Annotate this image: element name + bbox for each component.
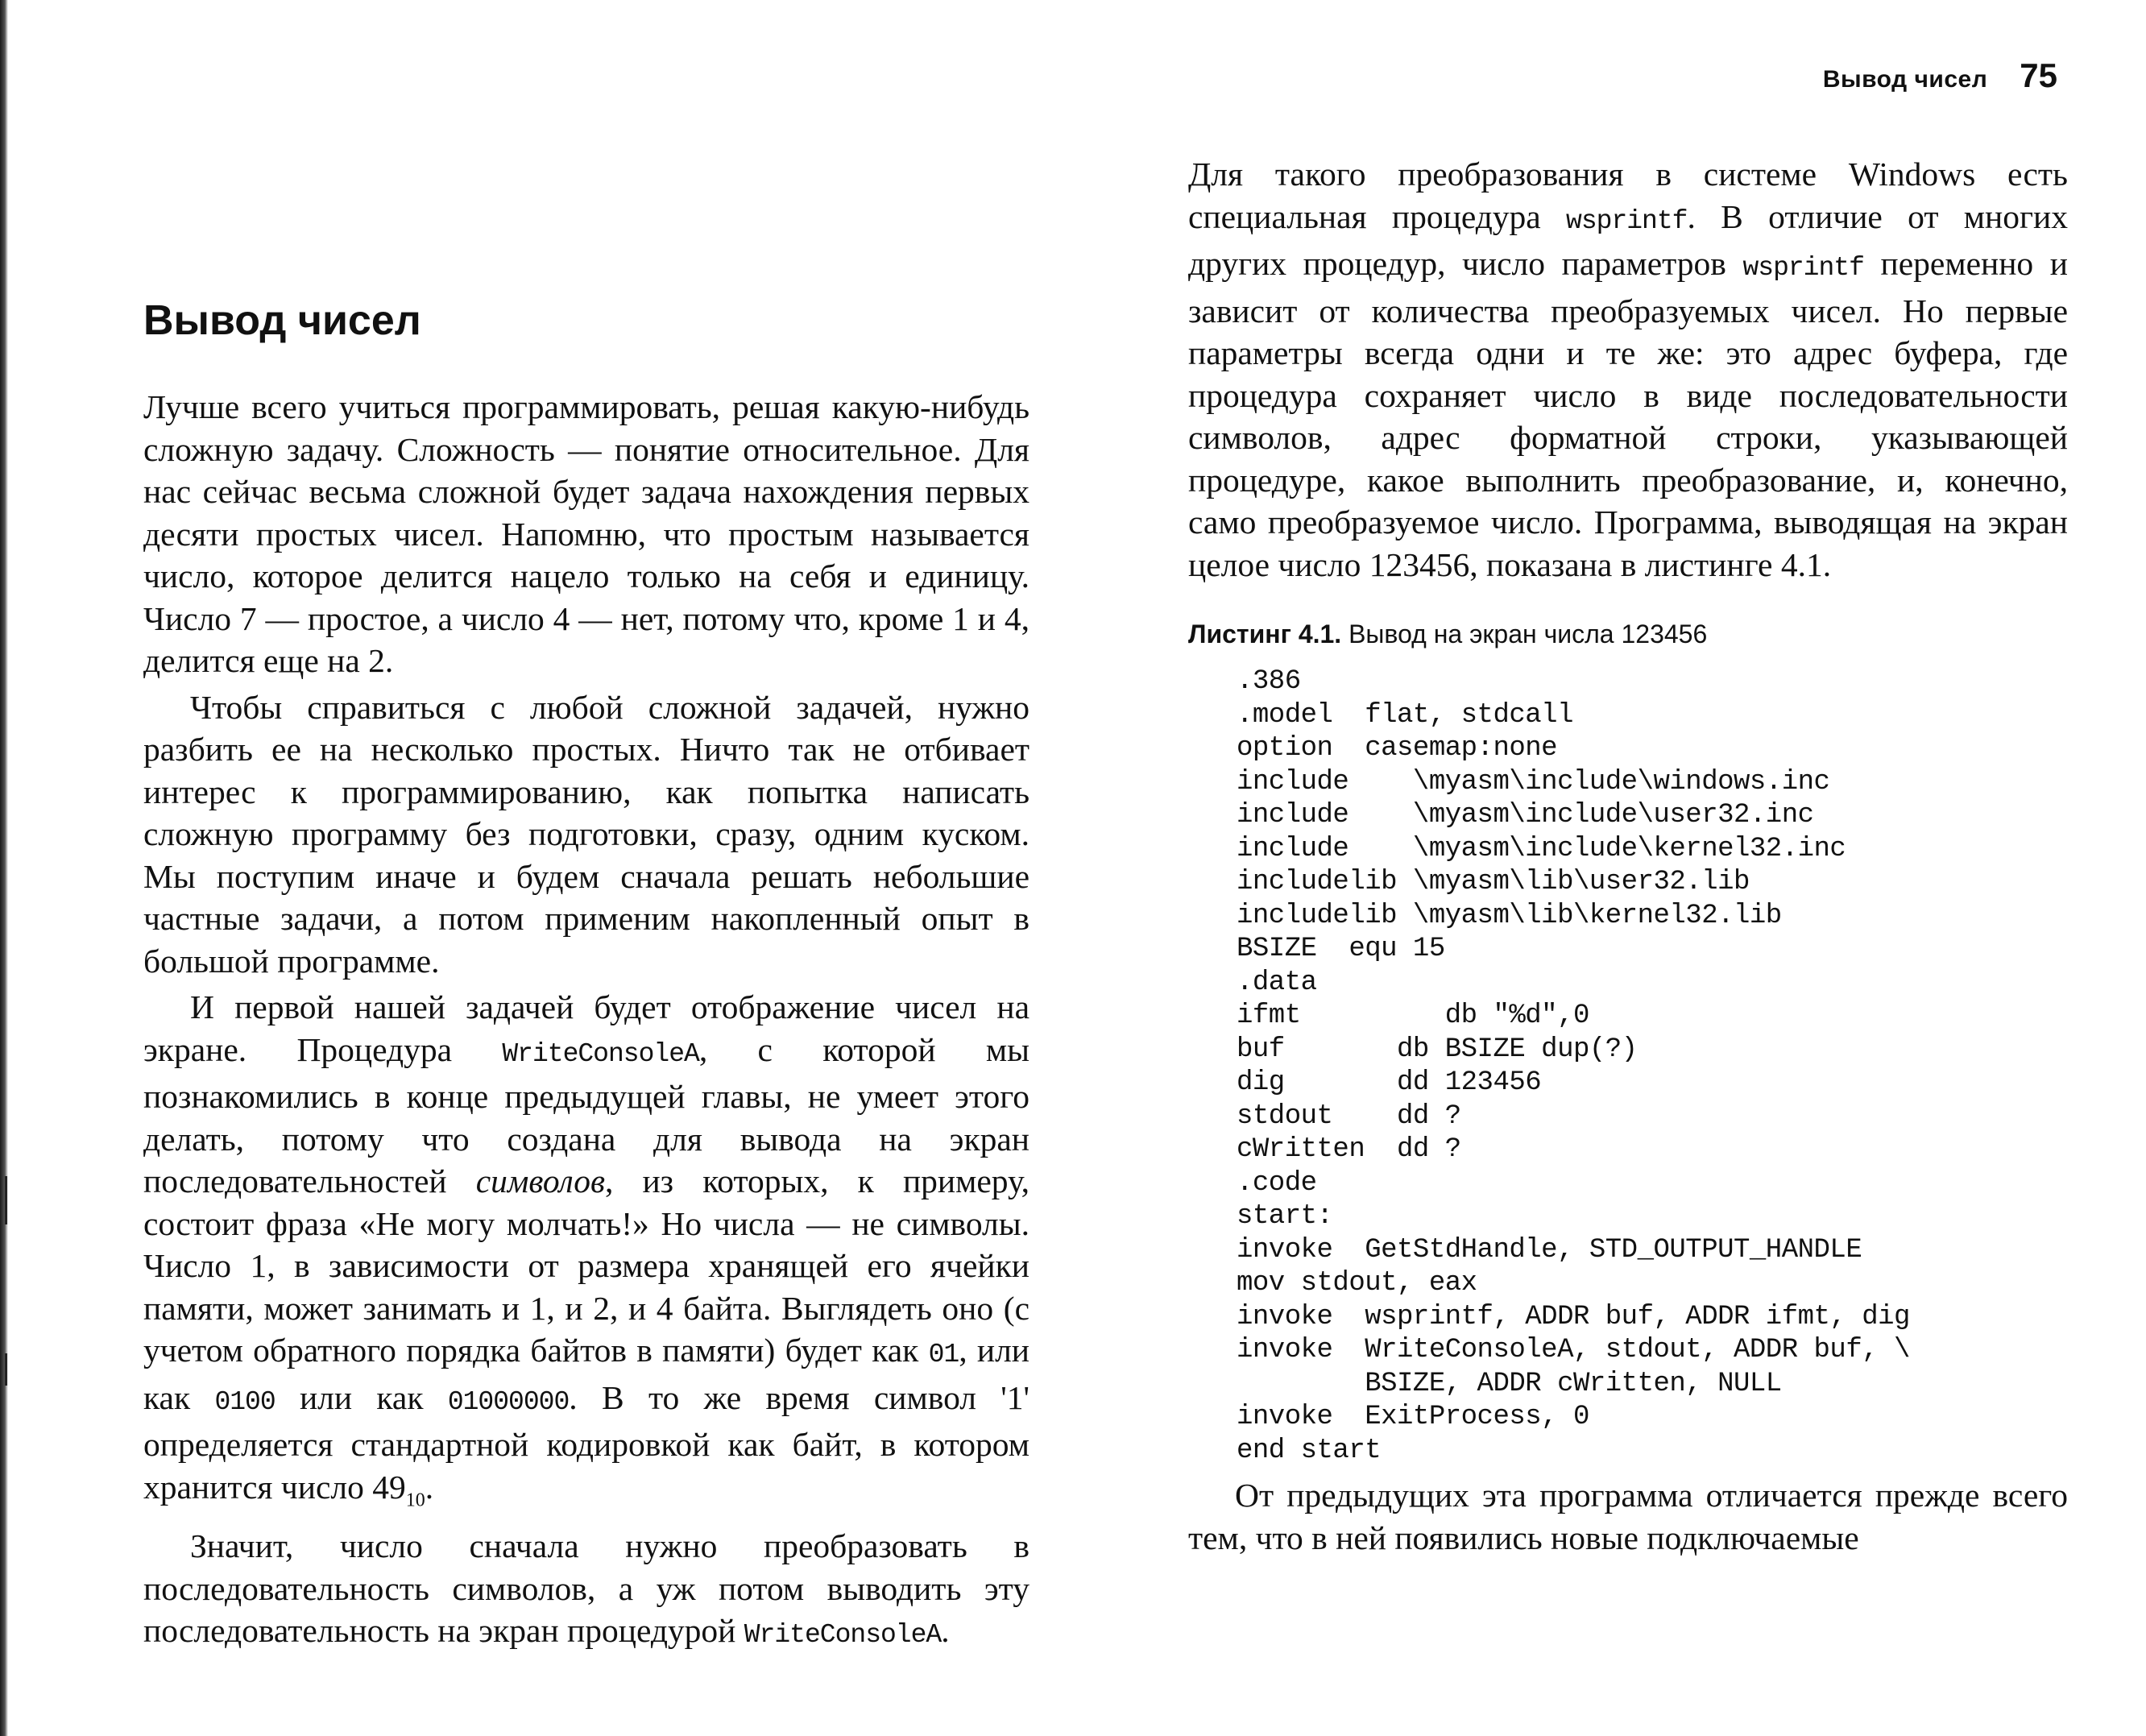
listing-caption (1188, 619, 2068, 649)
text-run: . В то же время символ '1' определяется стандартной кодировкой как байт, в котором хранится число 49 (143, 1378, 1030, 1506)
book-spine-edge (0, 0, 8, 1736)
left-column (143, 298, 1030, 1657)
code-listing: .386 .model flat, stdcall option casemap:none include \myasm\include\windows.inc include \myasm\include\user32.inc include \myasm\include\kernel32.inc includelib \myasm\lib\user32.lib includelib \myasm\lib\kernel32.lib BSIZE equ 15 .data ifmt db "%d",0 buf db BSIZE dup(?) dig dd 123456 stdout dd ? cWritten dd ? .code start: invoke GetStdHandle, STD_OUTPUT_HANDLE mov stdout, eax invoke wsprintf, ADDR buf, ADDR ifmt, dig invoke WriteConsoleA, stdout, ADDR buf, \ BSIZE, ADDR cWritten, NULL invoke ExitProcess, 0 end start (1237, 666, 1910, 1466)
listing-title: Вывод на экран числа 123456 (1341, 619, 1708, 648)
running-title: Вывод чисел (1822, 66, 1988, 93)
text-run: , или как (143, 1332, 1030, 1416)
paragraph-2: Чтобы справиться с любой сложной задачей, нужно разбить ее на несколько простых. Ничто так не отбивает интерес к программированию, как попытка написать сложную программу без подготовки, сразу, одним куском. Мы поступим иначе и будем сначала решать небольшие частные задачи, а потом применим накопленный опыт в большой программе. (143, 688, 1030, 980)
inline-code: WriteConsoleA (744, 1620, 942, 1651)
inline-code: 01 (928, 1340, 959, 1370)
text-run: . (425, 1468, 434, 1506)
text-run: переменно и зависит от количества преобразуемых чисел. Но первые параметры всегда одни и те же: это адрес буфера, где процедура сохраняет число в виде последовательности символов, адрес форматной строки, указывающей процедуре, какое выполнить преобразование, и, конечно, само преобразуемое число. Программа, выводящая на экран целое число 123456, показана в листинге 4.1. (1188, 245, 2068, 583)
paragraph-4 (143, 1525, 1030, 1657)
right-column (1188, 153, 2068, 1559)
inline-code: wsprintf (1566, 205, 1688, 236)
listing-label: Листинг 4.1. (1188, 619, 1342, 648)
text-run: . В отличие от многих других процедур, число параметров (1188, 197, 2068, 282)
paragraph-1: Лучше всего учиться программировать, решая какую-нибудь сложную задачу. Сложность — понятие относительное. Для нас сейчас весьма сложной будет задача нахождения первых десяти простых чисел. Напомню, что простым называется число, которое делится нацело только на себя и единицу. Число 7 — простое, а число 4 — нет, потому что, кроме 1 и 4, делится еще на 2. (143, 388, 1030, 680)
text-run: Для такого преобразования в системе Windows есть специальная процедура (1188, 155, 2068, 235)
inline-code: WriteConsoleA (502, 1038, 699, 1069)
inline-code: 01000000 (447, 1386, 570, 1417)
running-header (1823, 56, 2057, 95)
text-run: или как (275, 1378, 448, 1416)
text-run: Значит, число сначала нужно преобразовать в последовательность символов, а уж потом выводить эту последовательность на экран процедурой (143, 1527, 1030, 1650)
paragraph-5 (1188, 153, 2068, 586)
spine-mark (5, 1353, 7, 1386)
section-title: Вывод чисел (143, 297, 421, 344)
paragraph-3 (143, 986, 1030, 1521)
subscript: 10 (405, 1489, 425, 1510)
inline-code: 0100 (214, 1386, 276, 1417)
emphasis: символов (475, 1162, 605, 1200)
text-run: , с которой мы познакомились в конце предыдущей главы, не умеет этого делать, потому что создана для вывода на экран последовательностей (143, 1030, 1030, 1200)
text-run: , из которых, к примеру, состоит фраза «Не могу молчать!» Но числа — не символы. Число 1, в зависимости от размера хранящей его ячейки памяти, может занимать и 1, и 2, и 4 байта. Выглядеть оно (с учетом обратного порядка байтов в памяти) будет как (143, 1162, 1030, 1369)
spine-mark (5, 1176, 7, 1224)
text-run: И первой нашей задачей будет отображение чисел на экране. Процедура (143, 988, 1030, 1068)
page-number: 75 (2020, 56, 2057, 94)
paragraph-6: От предыдущих эта программа отличается прежде всего тем, что в ней появились новые подключаемые (1188, 1477, 2068, 1556)
inline-code: wsprintf (1742, 253, 1864, 283)
text-run: . (941, 1612, 950, 1650)
